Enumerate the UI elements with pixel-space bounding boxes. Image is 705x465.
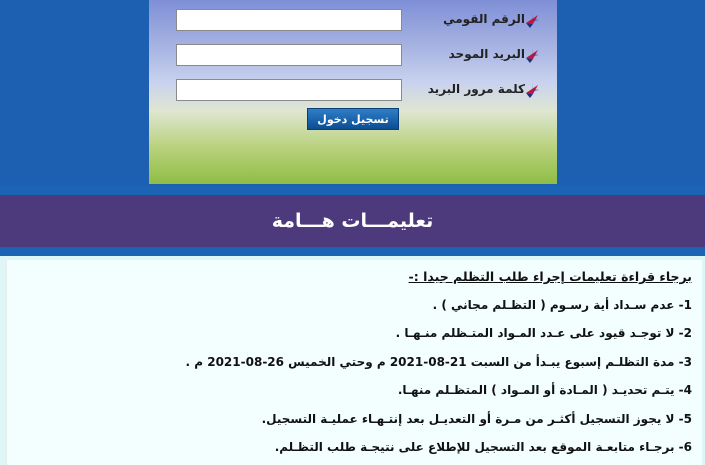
instructions-panel [0,256,705,465]
unified-email-label: البريد الموحد [448,47,525,61]
email-password-row [149,79,557,103]
instruction-item: 3- مدة التظلـم إسبوع يبـدأ من السبت 21-08-2021 م وحتي الخميس 26-08-2021 م . [185,355,692,369]
instruction-item: 1- عدم سـداد أية رسـوم ( التظـلم مجاني ) . [432,298,692,312]
instructions-box [5,260,702,465]
star-arrow-icon [524,46,540,64]
email-password-input[interactable] [176,79,402,101]
unified-email-input[interactable] [176,44,402,66]
instructions-heading: برجاء قراءة تعليمات إجراء طلب التظلم جيدا :- [408,269,692,284]
national-id-row [149,9,557,33]
star-arrow-icon [524,81,540,99]
national-id-input[interactable] [176,9,402,31]
instruction-item: 2- لا توجـد قيود على عـدد المـواد المتـظلم منـهـا . [395,326,692,340]
unified-email-row [149,44,557,68]
star-arrow-icon [524,11,540,29]
instruction-item: 6- برجـاء متابعـة الموقع بعد التسجيل للإطلاع على نتيجـة طلب التظـلم. [274,440,692,454]
login-button[interactable]: تسجيل دخول [307,108,399,130]
login-panel [149,0,557,184]
email-password-label: كلمة مرور البريد [427,82,525,96]
instruction-item: 4- يتـم تحديـد ( المـادة أو المـواد ) المتظـلم منهـا. [397,383,692,397]
top-banner [0,0,705,186]
notice-title: تعليمـــات هـــامة [0,195,705,247]
instruction-item: 5- لا يجوز التسجيل أكثـر من مـرة أو التعديـل بعد إنتـهـاء عمليـة التسجيل. [261,412,692,426]
national-id-label: الرقم القومي [443,12,525,26]
